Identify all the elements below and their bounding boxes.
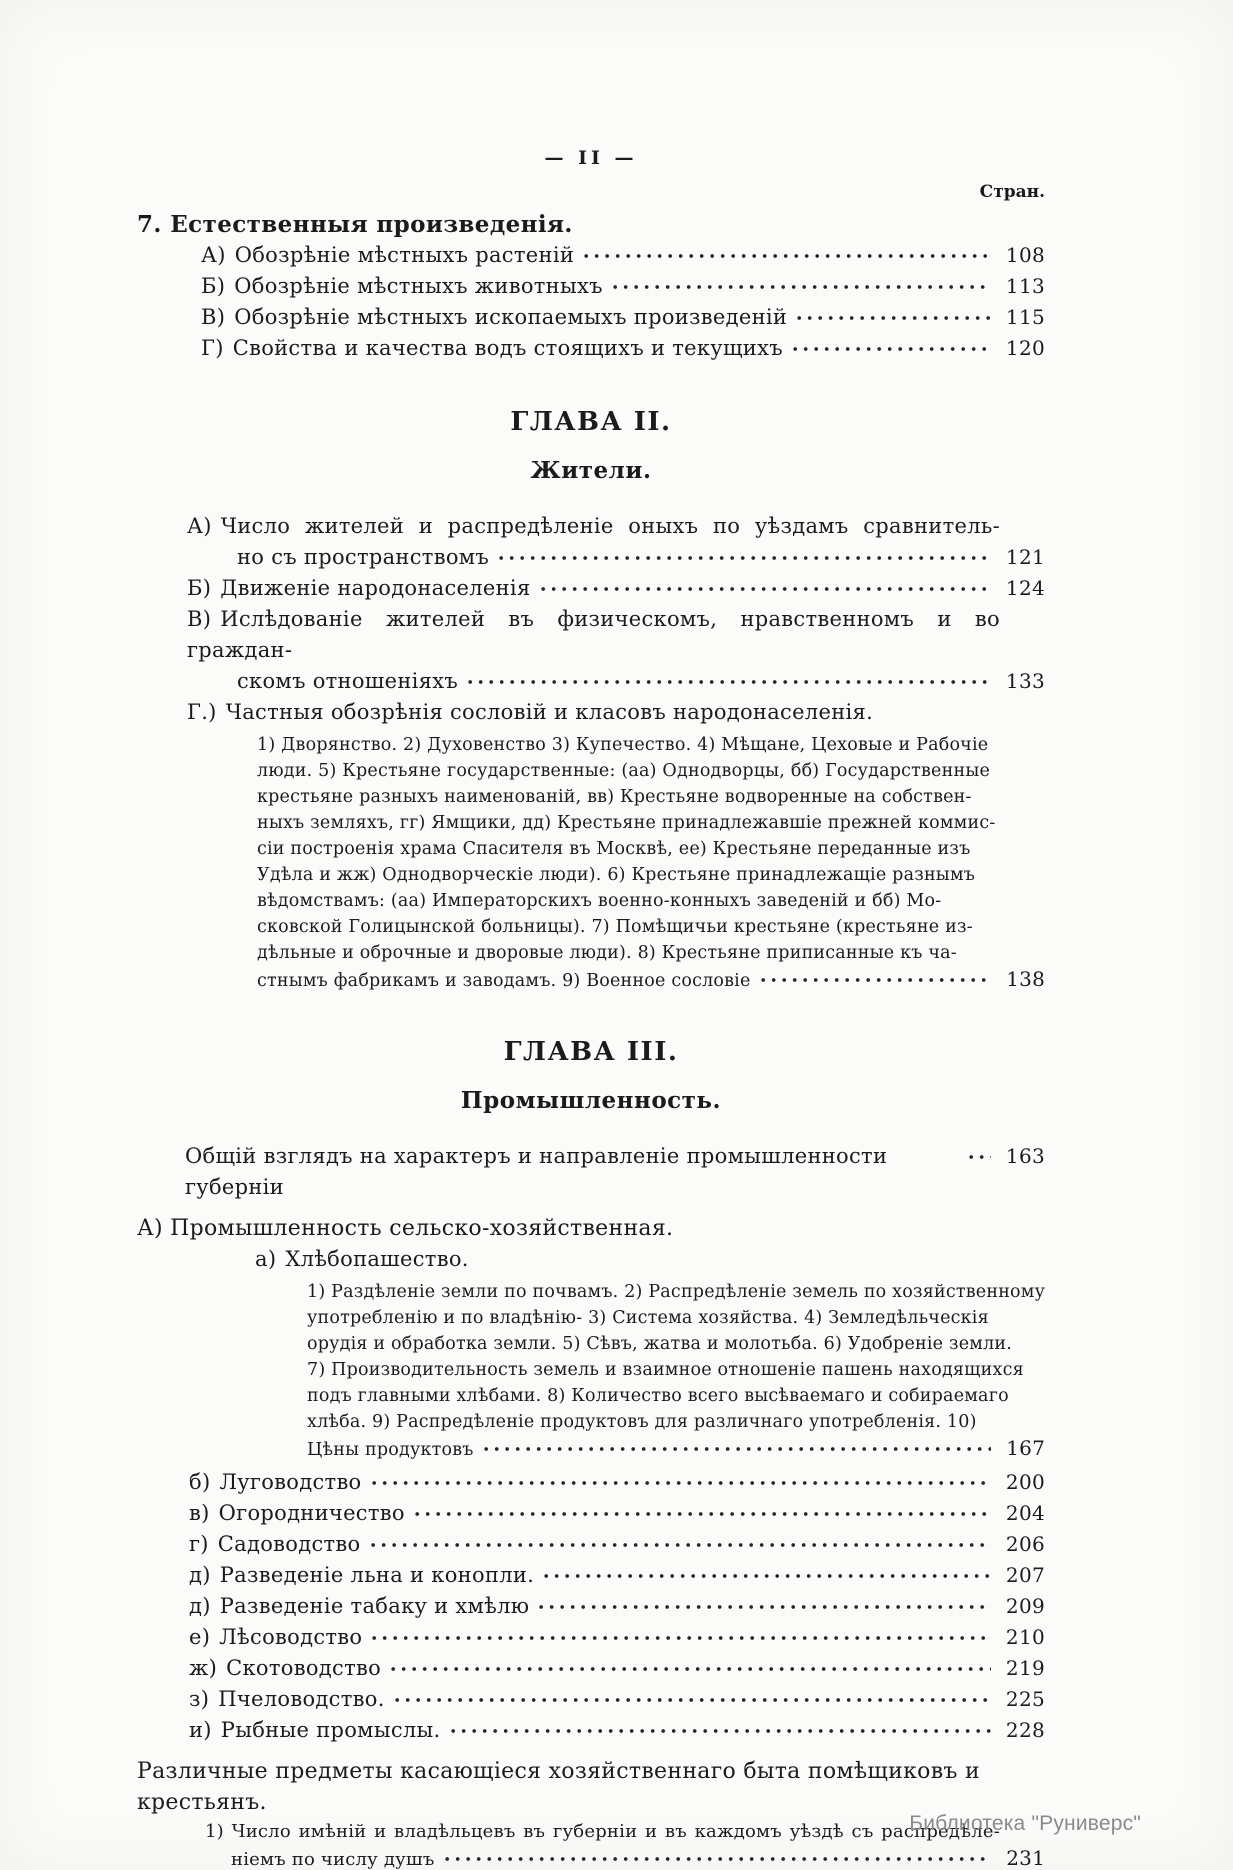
page-number: 121 [1005,545,1045,569]
toc-entry [189,1653,1045,1684]
entry-text: Ислѣдованіе жителей въ физическомъ, нравственномъ и во граждан- [187,607,1000,662]
entry-text: стнымъ фабрикамъ и заводамъ. 9) Военное сословіе [257,971,751,991]
toc-entry-open [187,604,1000,666]
entry-text: Скотоводство [226,1656,382,1680]
dot-leader [484,1446,991,1452]
page-number: 113 [1005,274,1045,298]
dot-leader [499,555,991,561]
dot-leader [613,284,991,290]
dot-leader [539,1604,991,1610]
chapter-title: Жители. [530,457,652,484]
toc-entry [189,1622,1045,1653]
page-number: 120 [1005,336,1045,360]
toc-entry [201,271,1045,302]
entry-text: Обозрѣніе мѣстныхъ ископаемыхъ произведеній [234,305,788,329]
toc-entry [187,573,1045,604]
page-number: 115 [1005,305,1045,329]
entry-label: д) [189,1563,211,1587]
dot-leader [391,1666,991,1672]
page-number: 204 [1005,1501,1045,1525]
toc-entry [185,1141,1045,1203]
entry-text: Пчеловодство. [218,1687,385,1711]
entry-text: Число жителей и распредѣленіе оныхъ по уѣздамъ сравнитель- [220,514,1000,538]
chapter-title: Промышленность. [460,1087,722,1114]
toc-paragraph-line: хлѣба. 9) Распредѣленіе продуктовъ для различнаго употребленія. 10) [307,1412,977,1432]
dot-leader [415,1511,991,1517]
entry-text: Цѣны продуктовъ [307,1440,474,1460]
dot-leader [544,1573,991,1579]
entry-label: е) [189,1625,211,1649]
dot-leader [969,1154,991,1160]
toc-entry [189,1560,1045,1591]
toc-paragraph-line: употребленію и по владѣнію- 3) Система хозяйства. 4) Земледѣльческія [307,1308,989,1328]
dot-leader [371,1542,992,1548]
dot-leader [372,1635,991,1641]
entry-text: Лѣсоводство [219,1625,363,1649]
toc-paragraph-line: Удѣла и жж) Однодворческіе люди). 6) Крестьяне принадлежащіе разнымъ [257,865,976,885]
toc-paragraph-line: орудія и обработка земли. 5) Сѣвъ, жатва и молотьба. 6) Удобреніе земли. [307,1334,1013,1354]
chapter-heading: ГЛАВА III. [503,1037,679,1067]
entry-text: Разведеніе табаку и хмѣлю [219,1594,530,1618]
toc-paragraph-line: люди. 5) Крестьяне государственные: (аа) Однодворцы, бб) Государственные [257,761,991,781]
toc-paragraph-line: подъ главными хлѣбами. 8) Количество всего высѣваемаго и собираемаго [307,1386,1009,1406]
dot-leader [468,679,991,685]
toc-entry [189,1591,1045,1622]
toc-entry-open [255,1244,1045,1275]
subsection-heading: Различные предметы касающіеся хозяйственнаго быта помѣщиковъ и крестьянъ. [137,1759,980,1815]
entry-label: з) [189,1687,210,1711]
page-number: 225 [1005,1687,1045,1711]
dot-leader [372,1480,991,1486]
entry-text: Общій взглядъ на характеръ и направленіе промышленности губерніи [185,1144,888,1199]
dot-leader [793,346,991,352]
entry-label: ж) [189,1656,218,1680]
entry-text: Луговодство [219,1470,362,1494]
entry-label: и) [189,1718,212,1742]
entry-text: ніемъ по числу душъ [231,1849,435,1870]
toc-paragraph-line: вѣдомствамъ: (аа) Императорскихъ военно-конныхъ заведеній и бб) Мо- [257,891,942,911]
entry-text: Рыбные промыслы. [220,1718,441,1742]
page-number: 209 [1005,1594,1045,1618]
entry-label: б) [189,1470,211,1494]
chapter-heading: ГЛАВА II. [510,407,672,437]
toc-entry-open [187,697,1045,728]
entry-label: А) [187,514,212,538]
entry-label: Б) [201,274,226,298]
entry-label: Г) [201,336,224,360]
entry-label: Б) [187,576,212,600]
dot-leader [761,977,991,983]
section-heading: 7. Естественныя произведенія. [137,211,573,238]
toc-paragraph-line [257,966,1045,994]
entry-label: а) [255,1247,277,1271]
entry-text: но съ пространствомъ [237,545,490,569]
entry-label: В) [201,305,226,329]
page-number: 210 [1005,1625,1045,1649]
page-number: 206 [1005,1532,1045,1556]
entry-text: Свойства и качества водъ стоящихъ и текущихъ [232,336,783,360]
entry-text: Частныя обозрѣнія сословій и класовъ народонаселенія. [225,700,874,724]
page-number: 163 [1005,1144,1045,1168]
toc-paragraph-line: 1) Раздѣленіе земли по почвамъ. 2) Распредѣленіе земель по хозяйственному [307,1282,1046,1302]
page-number: 228 [1005,1718,1045,1742]
entry-label: В) [187,607,212,631]
entry-label: г) [189,1532,209,1556]
toc-paragraph-line: дѣльные и оброчные и дворовые люди). 8) Крестьяне приписанные къ ча- [257,943,957,963]
entry-text: Разведеніе льна и конопли. [219,1563,535,1587]
toc-paragraph-line: 1) Дворянство. 2) Духовенство 3) Купечество. 4) Мѣщане, Цеховые и Рабочіе [257,735,989,755]
toc-entry [201,302,1045,333]
entry-label: Г.) [187,700,217,724]
dot-leader [445,1856,991,1862]
dot-leader [797,315,991,321]
toc-entry-open [187,511,1000,542]
toc-entry [237,666,1045,697]
page-number: 124 [1005,576,1045,600]
page-number: 231 [1006,1846,1045,1870]
toc-paragraph-line: сковской Голицынской больницы). 7) Помѣщичьи крестьяне (крестьяне из- [257,917,973,937]
toc-paragraph-line: сіи построенія храма Спасителя въ Москвѣ, ее) Крестьяне переданные изъ [257,839,971,859]
dot-leader [541,586,992,592]
entry-label: А) [201,243,226,267]
page-number: 133 [1005,669,1045,693]
entry-text: Хлѣбопашество. [285,1247,469,1271]
toc-entry [189,1467,1045,1498]
toc-entry [201,240,1045,271]
entry-text: скомъ отношеніяхъ [237,669,459,693]
page-number: 138 [1006,967,1045,991]
dot-leader [395,1697,991,1703]
page-number: 200 [1005,1470,1045,1494]
pages-column-header: Стран. [979,182,1045,202]
page-number: 219 [1005,1656,1045,1680]
entry-label: в) [189,1501,210,1525]
library-watermark: Библиотека "Руниверс" [909,1812,1141,1835]
toc-paragraph-line: 1) Число имѣній и владѣльцевъ въ губерніи и въ каждомъ уѣздѣ съ распредѣле- [205,1821,1000,1842]
entry-text: Движеніе народонаселенія [220,576,531,600]
dot-leader [451,1728,991,1734]
toc-paragraph-line [231,1845,1045,1870]
toc-entry [189,1715,1045,1746]
entry-text: Обозрѣніе мѣстныхъ растеній [234,243,575,267]
entry-label: д) [189,1594,211,1618]
page-number: 167 [1006,1436,1045,1460]
entry-text: Садоводство [217,1532,361,1556]
toc-entry [189,1498,1045,1529]
page-folio: — II — [544,147,638,169]
entry-text: Обозрѣніе мѣстныхъ животныхъ [234,274,603,298]
toc-paragraph-line: 7) Производительность земель и взаимное отношеніе пашень находящихся [307,1360,1024,1380]
toc-paragraph-line: крестьяне разныхъ наименованій, вв) Крестьяне водворенные на собствен- [257,787,972,807]
subsection-heading: А) Промышленность сельско-хозяйственная. [137,1216,674,1241]
toc-entry [237,542,1045,573]
toc-entry [201,333,1045,364]
toc-entry [189,1684,1045,1715]
toc-paragraph-line [307,1435,1045,1463]
toc-entry [189,1529,1045,1560]
page-number: 207 [1005,1563,1045,1587]
dot-leader [584,253,991,259]
toc-paragraph-line: ныхъ земляхъ, гг) Ямщики, дд) Крестьяне принадлежавшіе прежней коммис- [257,813,996,833]
entry-text: Огородничество [218,1501,405,1525]
page-number: 108 [1005,243,1045,267]
